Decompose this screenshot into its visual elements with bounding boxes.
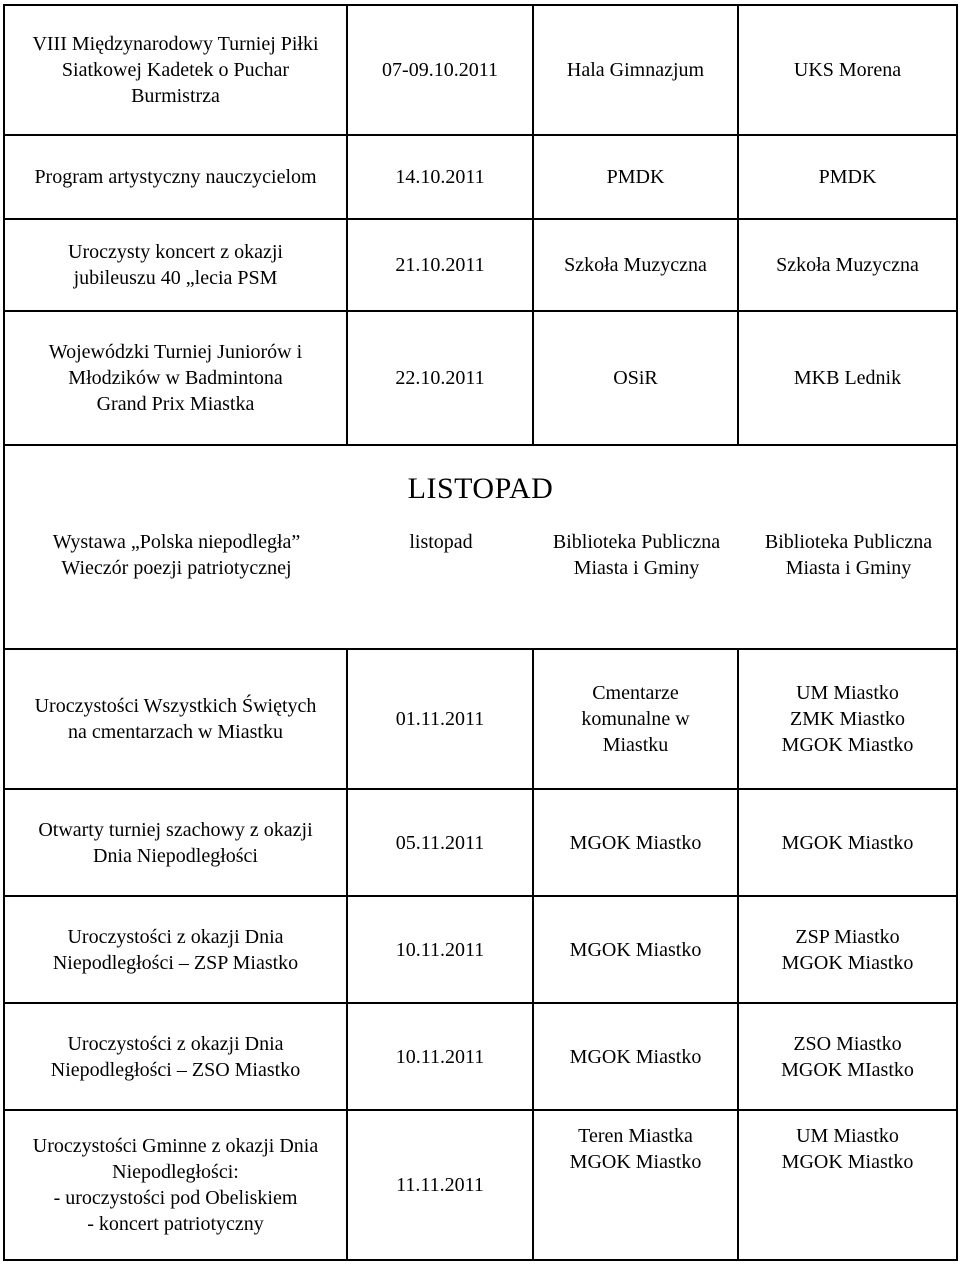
event-date: 11.11.2011	[396, 1174, 484, 1196]
event-name-line: - uroczystości pod Obeliskiem	[53, 1187, 298, 1209]
event-organizer-cell	[738, 1003, 957, 1110]
event-date-cell	[347, 135, 533, 219]
event-place-line: Biblioteka Publiczna	[552, 531, 721, 553]
event-date-cell	[347, 219, 533, 311]
event-organizer-line: ZMK Miastko	[790, 708, 905, 730]
event-organizer-line: UM Miastko	[796, 682, 899, 704]
event-name-cell	[4, 219, 347, 311]
event-name-line: Wieczór poezji patriotycznej	[61, 557, 292, 579]
event-organizer-line: UKS Morena	[793, 59, 902, 81]
table-row	[4, 219, 957, 311]
event-organizer-cell	[738, 135, 957, 219]
event-name-line: Siatkowej Kadetek o Puchar	[61, 59, 290, 81]
event-organizer-line: MGOK Miastko	[781, 1151, 914, 1173]
event-date: listopad	[409, 531, 473, 553]
event-organizer-cell	[739, 529, 958, 581]
event-date: 21.10.2011	[395, 254, 485, 276]
event-name-cell	[4, 896, 347, 1003]
list-item	[5, 529, 956, 581]
event-organizer-cell	[738, 896, 957, 1003]
event-place-line: MGOK Miastko	[569, 1045, 702, 1068]
event-date: 22.10.2011	[395, 367, 485, 389]
event-name-line: Uroczystości z okazji Dnia	[67, 1032, 284, 1055]
event-organizer-cell	[738, 311, 957, 445]
event-name-line: Niepodległości – ZSP Miastko	[52, 951, 299, 974]
event-organizer-cell	[738, 5, 957, 135]
event-place-cell	[533, 1003, 738, 1110]
event-organizer-line: PMDK	[818, 166, 877, 188]
event-date-cell	[347, 1110, 533, 1260]
event-date-cell	[347, 789, 533, 896]
event-place-line: OSiR	[613, 367, 658, 389]
event-name-line: Uroczystości z okazji Dnia	[67, 925, 284, 948]
event-date-cell	[348, 529, 534, 581]
event-place-cell	[534, 529, 739, 581]
event-organizer-line: UM Miastko	[796, 1125, 899, 1147]
event-place-line: MGOK Miastko	[569, 1151, 702, 1173]
event-organizer-line: MKB Lednik	[793, 367, 902, 389]
events-table	[3, 4, 958, 1261]
event-name-cell	[4, 649, 347, 789]
event-date-cell	[347, 5, 533, 135]
table-row	[4, 5, 957, 135]
event-organizer-line: MGOK MIastko	[781, 1058, 914, 1081]
event-organizer-cell	[738, 219, 957, 311]
event-date: 14.10.2011	[395, 166, 485, 188]
event-name-cell	[4, 311, 347, 445]
event-organizer-line: Miasta i Gminy	[785, 557, 912, 579]
month-section-row	[4, 445, 957, 649]
event-name-cell	[4, 789, 347, 896]
event-place-line: Cmentarze	[592, 682, 679, 704]
event-organizer-cell	[738, 1110, 957, 1260]
event-date: 10.11.2011	[395, 1045, 485, 1068]
table-row	[4, 1110, 957, 1260]
event-place-cell	[533, 1110, 738, 1260]
event-organizer-cell	[738, 649, 957, 789]
event-place-cell	[533, 135, 738, 219]
event-name-line: Wystawa „Polska niepodległa”	[52, 531, 301, 553]
event-name-line: - koncert patriotyczny	[87, 1213, 264, 1235]
event-place-line: MGOK Miastko	[569, 831, 702, 854]
event-organizer-line: Szkoła Muzyczna	[776, 254, 919, 276]
event-name-line: na cmentarzach w Miastku	[68, 721, 283, 743]
event-organizer-line: MGOK Miastko	[781, 951, 914, 974]
table-row	[4, 135, 957, 219]
event-place-line: Miasta i Gminy	[573, 557, 700, 579]
event-place-cell	[533, 789, 738, 896]
event-organizer-line: MGOK Miastko	[781, 734, 914, 756]
table-row	[4, 649, 957, 789]
event-place-line: MGOK Miastko	[569, 938, 702, 961]
event-name-cell	[5, 529, 348, 581]
table-row	[4, 1003, 957, 1110]
month-heading: LISTOPAD	[407, 472, 554, 505]
event-name-cell	[4, 135, 347, 219]
event-date: 05.11.2011	[395, 831, 485, 854]
event-name-line: Program artystyczny nauczycielom	[34, 166, 317, 188]
event-name-cell	[4, 5, 347, 135]
event-date-cell	[347, 1003, 533, 1110]
event-date: 01.11.2011	[395, 708, 485, 730]
event-name-line: Uroczystości Gminne z okazji Dnia	[32, 1135, 319, 1157]
event-place-cell	[533, 219, 738, 311]
event-name-line: Uroczystości Wszystkich Świętych	[34, 695, 317, 717]
event-place-cell	[533, 649, 738, 789]
event-organizer-line: MGOK Miastko	[781, 831, 914, 854]
event-organizer-line: Biblioteka Publiczna	[764, 531, 933, 553]
event-name-line: Niepodległości – ZSO Miastko	[50, 1058, 301, 1081]
event-name-cell	[4, 1003, 347, 1110]
event-name-line: Otwarty turniej szachowy z okazji	[38, 818, 313, 841]
event-date: 07-09.10.2011	[382, 59, 498, 81]
event-place-line: Teren Miastka	[578, 1125, 693, 1147]
event-name-line: Wojewódzki Turniej Juniorów i	[48, 341, 303, 363]
event-date-cell	[347, 896, 533, 1003]
table-row	[4, 311, 957, 445]
table-row	[4, 789, 957, 896]
event-organizer-cell	[738, 789, 957, 896]
event-name-line: Niepodległości:	[112, 1161, 239, 1183]
event-organizer-line: ZSO Miastko	[793, 1032, 902, 1055]
event-place-cell	[533, 896, 738, 1003]
event-place-line: PMDK	[606, 166, 665, 188]
event-place-line: komunalne w	[581, 708, 690, 730]
event-date-cell	[347, 311, 533, 445]
event-name-line: Uroczysty koncert z okazji	[68, 241, 283, 263]
event-date-cell	[347, 649, 533, 789]
event-place-cell	[533, 311, 738, 445]
event-name-line: VIII Międzynarodowy Turniej Piłki	[32, 33, 319, 55]
event-organizer-line: ZSP Miastko	[795, 925, 900, 948]
event-place-line: Hala Gimnazjum	[566, 59, 705, 81]
event-date: 10.11.2011	[395, 938, 485, 961]
event-name-line: jubileuszu 40 „lecia PSM	[73, 267, 278, 289]
event-place-line: Szkoła Muzyczna	[564, 254, 707, 276]
event-name-line: Młodzików w Badmintona	[68, 367, 283, 389]
event-place-line: Miastku	[602, 734, 669, 756]
event-name-cell	[4, 1110, 347, 1260]
table-row	[4, 896, 957, 1003]
event-place-cell	[533, 5, 738, 135]
event-name-line: Burmistrza	[131, 85, 220, 107]
month-section-cell	[4, 445, 957, 649]
event-name-line: Grand Prix Miastka	[96, 393, 255, 415]
event-name-line: Dnia Niepodległości	[93, 844, 258, 867]
